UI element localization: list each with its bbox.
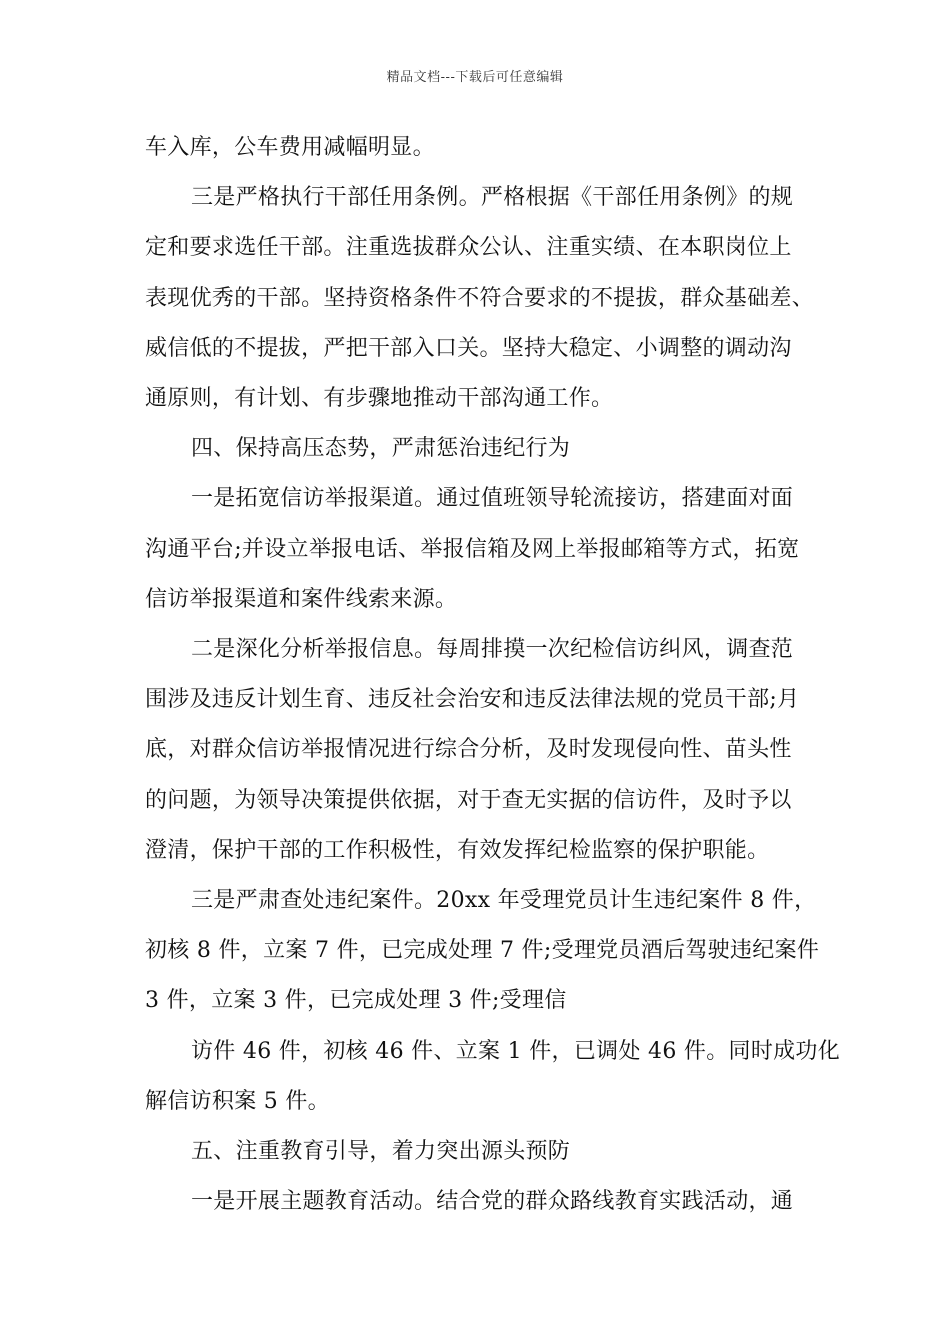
text-line: 信访举报渠道和案件线索来源。 — [145, 586, 458, 612]
text-line: 的问题，为领导决策提供依据，对于查无实据的信访件，及时予以 — [145, 787, 792, 813]
text-line: 初核 8 件，立案 7 件，已完成处理 7 件;受理党员酒后驾驶违纪案件 — [145, 938, 820, 964]
text-line: 3 件，立案 3 件，已完成处理 3 件;受理信 — [145, 988, 567, 1014]
text-line: 威信低的不提拔，严把干部入口关。坚持大稳定、小调整的调动沟 — [145, 335, 792, 361]
text-line: 解信访积案 5 件。 — [145, 1088, 330, 1114]
text-line: 二是深化分析举报信息。每周排摸一次纪检信访纠风，调查范 — [191, 637, 794, 662]
text-line: 三是严肃查处违纪案件。20xx 年受理党员计生违纪案件 8 件， — [191, 888, 817, 913]
text-line: 通原则，有计划、有步骤地推动干部沟通工作。 — [145, 386, 614, 411]
page-header: 精品文档---下载后可任意编辑 — [386, 70, 564, 85]
text-line: 表现优秀的干部。坚持资格条件不符合要求的不提拔，群众基础差、 — [145, 285, 815, 311]
text-line: 一是开展主题教育活动。结合党的群众路线教育实践活动，通 — [191, 1189, 794, 1215]
text-line: 定和要求选任干部。注重选拔群众公认、注重实绩、在本职岗位上 — [145, 235, 792, 261]
text-line: 访件 46 件，初核 46 件、立案 1 件，已调处 46 件。同时成功化 — [191, 1038, 841, 1064]
text-line: 三是严格执行干部任用条例。严格根据《干部任用条例》的规 — [191, 185, 794, 211]
text-line: 五、注重教育引导，着力突出源头预防 — [191, 1139, 571, 1164]
text-line: 围涉及违反计划生育、违反社会治安和违反法律法规的党员干部;月 — [145, 687, 800, 713]
text-line: 澄清，保护干部的工作积极性，有效发挥纪检监察的保护职能。 — [145, 837, 770, 863]
text-line: 底，对群众信访举报情况进行综合分析，及时发现侵向性、苗头性 — [145, 737, 792, 763]
text-line: 一是拓宽信访举报渠道。通过值班领导轮流接访，搭建面对面 — [191, 486, 794, 512]
text-line: 四、保持高压态势，严肃惩治违纪行为 — [191, 436, 571, 462]
text-line: 沟通平台;并设立举报电话、举报信箱及网上举报邮箱等方式，拓宽 — [145, 536, 800, 562]
text-line: 车入库，公车费用减幅明显。 — [145, 135, 435, 160]
